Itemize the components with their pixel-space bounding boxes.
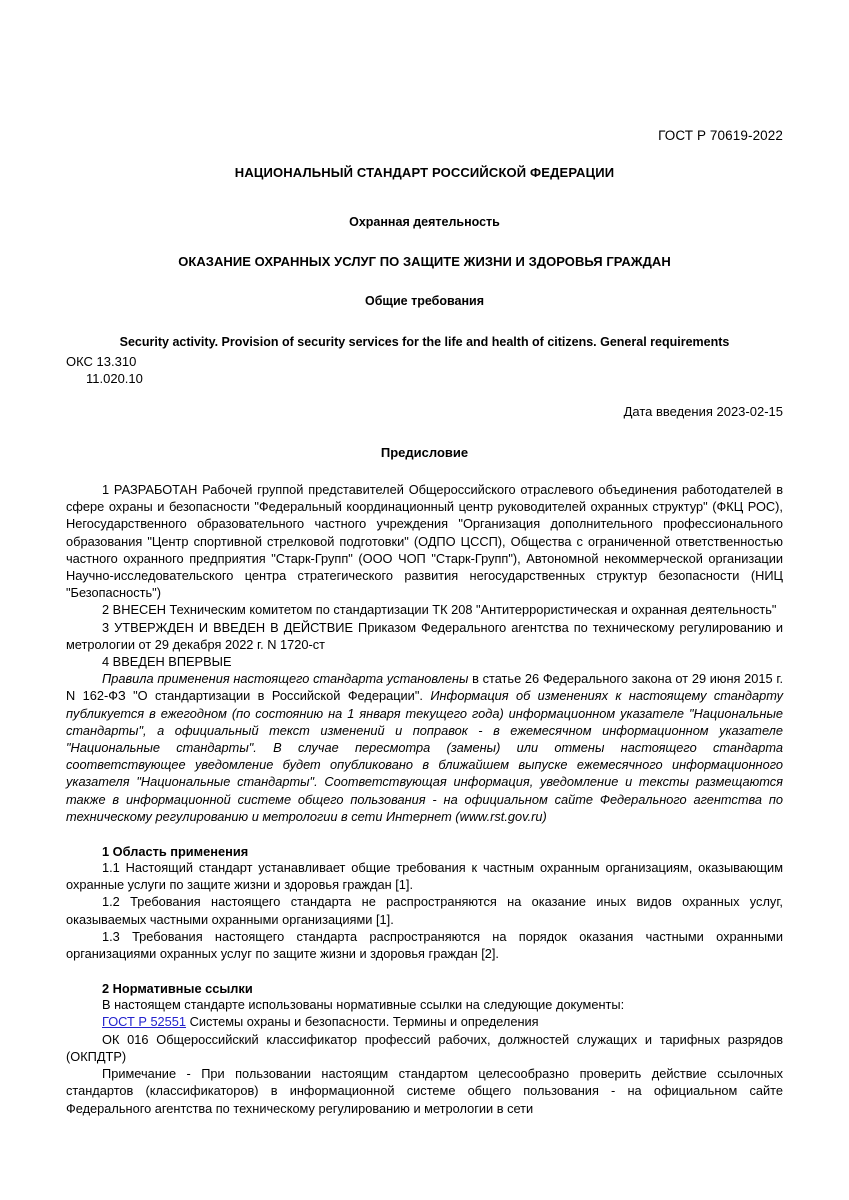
- application-rules-paragraph: [66, 670, 783, 825]
- clause-1-1: 1.1 Настоящий стандарт устанавливает общие требования к частным охранным организациям, оказывающим охранные услуги по защите жизни и здоровья граждан [1].: [66, 860, 783, 893]
- preface-item-1: 1 РАЗРАБОТАН Рабочей группой представителей Общероссийского отраслевого объединения работодателей в сфере охраны и безопасности "Федеральный координационный центр руководителей охранных структур" (ФКЦ РОС), Негосударственного образовательного частного учреждения "Организация дополнительного профессионального образования "Центр спортивной стрелковой подготовки" (ОДПО ЦССП), Общества с ограниченной ответственностью частного охранного предприятия "Старк-Групп" (ООО ЧОП "Старк-Групп"), Автономной некоммерческой организации Научно-исследовательского центра стратегического развития негосударственных структур безопасности (НИЦ "Безопасность"): [66, 482, 783, 601]
- section-heading-2: 2 Нормативные ссылки: [102, 981, 253, 997]
- spacer: [66, 962, 783, 981]
- normative-reference-1-title: Системы охраны и безопасности. Термины и определения: [186, 1014, 539, 1030]
- oks-block: [66, 353, 783, 387]
- application-rules-italic-body: Информация об изменениях к настоящему стандарту публикуется в ежегодном (по состоянию на 1 января текущего года) информационном указателе "Национальные стандарты", а официальный текст изменений и поправок - в ежемесячном информационном указателе "Национальные стандарты". В случае пересмотра (замены) или отмены настоящего стандарта соответствующее уведомление будет опубликовано в ближайшем выпуске ежемесячного информационного указателя "Национальные стандарты". Соответствующая информация, уведомление и тексты размещаются также в информационной системе общего пользования - на официальном сайте Федерального агентства по техническому регулированию и метрологии в сети Интернет (www.rst.gov.ru): [66, 688, 784, 824]
- subject-line: Охранная деятельность: [349, 215, 500, 229]
- introduction-date: Дата введения 2023-02-15: [623, 404, 783, 419]
- section-heading-1: 1 Область применения: [102, 844, 249, 860]
- page-content: [66, 0, 783, 1117]
- preface-heading: Предисловие: [380, 445, 469, 460]
- section-2-intro: В настоящем стандарте использованы нормативные ссылки на следующие документы:: [102, 997, 625, 1013]
- page-title: ОКАЗАНИЕ ОХРАННЫХ УСЛУГ ПО ЗАЩИТЕ ЖИЗНИ И ЗДОРОВЬЯ ГРАЖДАН: [178, 254, 671, 269]
- preface-item-2: 2 ВНЕСЕН Техническим комитетом по стандартизации ТК 208 "Антитеррористическая и охранная деятельность": [102, 602, 777, 618]
- sub-title: Общие требования: [364, 294, 484, 308]
- oks-code-primary: ОКС 13.310: [66, 354, 137, 369]
- application-rules-italic-lead: Правила применения настоящего стандарта установлены: [102, 671, 469, 687]
- clause-1-2: 1.2 Требования настоящего стандарта не распространяются на оказание иных видов охранных услуг, оказываемых частными охранными организациями [1].: [66, 894, 783, 927]
- document-number: ГОСТ Р 70619-2022: [658, 128, 783, 143]
- preface-item-4: 4 ВВЕДЕН ВПЕРВЫЕ: [102, 654, 232, 670]
- application-rules-roman-segment: в статье 26 Федерального закона от 29 июня 2015 г. N 162-ФЗ "О стандартизации в Российской Федерации".: [66, 671, 784, 704]
- national-standard-heading: НАЦИОНАЛЬНЫЙ СТАНДАРТ РОССИЙСКОЙ ФЕДЕРАЦИИ: [234, 165, 615, 180]
- normative-reference-2: ОК 016 Общероссийский классификатор профессий рабочих, должностей служащих и тарифных разрядов (ОКПДТР): [66, 1031, 783, 1064]
- english-title: Security activity. Provision of security services for the life and health of citizens. General requirements: [119, 335, 730, 349]
- oks-code-secondary: 11.020.10: [86, 371, 143, 386]
- normative-reference-1: [66, 1013, 783, 1030]
- preface-item-3: 3 УТВЕРЖДЕН И ВВЕДЕН В ДЕЙСТВИЕ Приказом Федерального агентства по техническому регулированию и метрологии от 29 декабря 2022 г. N 1720-ст: [66, 619, 783, 652]
- spacer: [66, 825, 783, 844]
- clause-1-3: 1.3 Требования настоящего стандарта распространяются на порядок оказания частными охранными организациями охранных услуг по защите жизни и здоровья граждан [2].: [66, 928, 783, 962]
- gost-52551-link[interactable]: ГОСТ Р 52551: [102, 1014, 187, 1030]
- section-2-note: Примечание - При пользовании настоящим стандартом целесообразно проверить действие ссылочных стандартов (классификаторов) в информационной системе общего пользования - на официальном сайте Федерального агентства по техническому регулированию и метрологии в сети: [66, 1066, 783, 1116]
